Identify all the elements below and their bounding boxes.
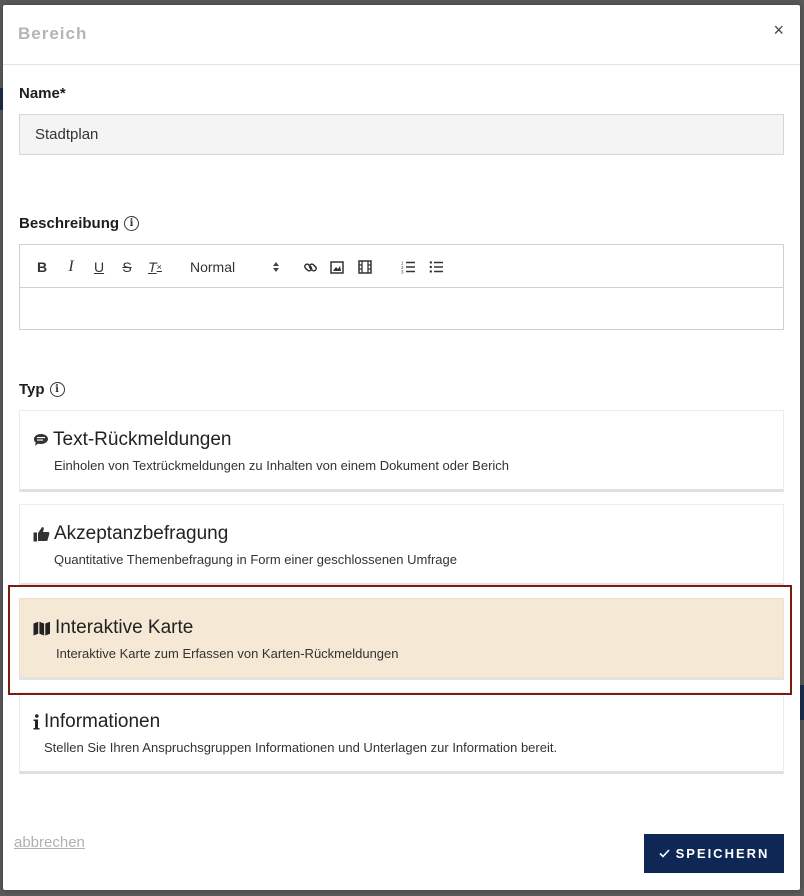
- strikethrough-button[interactable]: S: [122, 259, 132, 275]
- editor-content[interactable]: [20, 288, 783, 329]
- video-button[interactable]: [357, 257, 373, 277]
- type-option-description: Einholen von Textrückmeldungen zu Inhalten von einem Dokument oder Berich: [54, 458, 510, 473]
- info-icon[interactable]: i: [50, 382, 65, 397]
- image-button[interactable]: [329, 257, 345, 277]
- svg-text:1: 1: [400, 260, 404, 266]
- underline-button[interactable]: U: [93, 259, 105, 275]
- name-label: [19, 85, 66, 102]
- thumbs-up-icon: [33, 526, 50, 542]
- type-option-acceptance-survey[interactable]: [19, 504, 784, 586]
- format-select-value: Normal: [190, 259, 236, 275]
- description-label: [19, 215, 139, 232]
- name-input[interactable]: [19, 114, 784, 155]
- svg-text:2: 2: [400, 265, 404, 270]
- clear-format-button[interactable]: [147, 257, 163, 277]
- name-label-text: Name*: [19, 85, 66, 102]
- dialog-header: [3, 5, 800, 65]
- type-option-title: [33, 523, 228, 545]
- map-icon: [33, 621, 51, 636]
- type-option-description: Quantitative Themenbefragung in Form einer geschlossenen Umfrage: [54, 552, 457, 567]
- clear-format-icon: T: [148, 259, 157, 275]
- type-label-text: Typ: [19, 381, 45, 398]
- dialog-title: Bereich: [18, 24, 88, 43]
- image-icon: [330, 261, 344, 274]
- editor-toolbar: [20, 245, 783, 288]
- type-option-title: [33, 429, 231, 451]
- bullet-list-button[interactable]: [428, 257, 444, 277]
- cancel-link[interactable]: abbrechen: [14, 834, 85, 851]
- type-option-text-feedback[interactable]: [19, 410, 784, 492]
- type-label: [19, 381, 65, 398]
- description-label-text: Beschreibung: [19, 215, 120, 232]
- info-icon[interactable]: i: [124, 216, 139, 231]
- type-option-interactive-map[interactable]: [19, 598, 784, 680]
- save-button-label: SPEICHERN: [675, 846, 770, 861]
- type-option-description: Stellen Sie Ihren Anspruchsgruppen Informationen und Unterlagen zur Information bereit.: [44, 740, 558, 755]
- type-option-title-text: Informationen: [44, 711, 161, 732]
- type-option-title-text: Akzeptanzbefragung: [54, 523, 229, 544]
- clear-x-glyph: ×: [156, 262, 162, 272]
- background-strip: [800, 685, 804, 720]
- save-button[interactable]: [644, 834, 784, 873]
- rich-text-editor: [19, 244, 784, 330]
- type-option-title-text: Text-Rückmeldungen: [53, 429, 232, 450]
- type-option-information[interactable]: [19, 692, 784, 774]
- select-arrows-icon: [272, 261, 280, 273]
- video-icon: [358, 260, 372, 274]
- area-dialog: [3, 5, 800, 890]
- comment-icon: [33, 433, 49, 447]
- link-icon: [303, 260, 318, 275]
- link-button[interactable]: [302, 257, 318, 277]
- bold-button[interactable]: B: [36, 259, 48, 275]
- type-option-title-text: Interaktive Karte: [55, 617, 194, 638]
- check-icon: [659, 849, 670, 858]
- type-option-title: [33, 617, 193, 639]
- italic-button[interactable]: I: [68, 258, 74, 275]
- type-option-title: [33, 711, 160, 733]
- format-select[interactable]: [190, 257, 280, 277]
- ordered-list-icon: [401, 260, 416, 274]
- svg-text:3: 3: [400, 269, 404, 274]
- close-button[interactable]: ×: [773, 20, 784, 40]
- info-icon: [33, 714, 40, 730]
- bullet-list-icon: [429, 260, 444, 274]
- type-option-description: Interaktive Karte zum Erfassen von Karten-Rückmeldungen: [56, 646, 399, 661]
- ordered-list-button[interactable]: [400, 257, 416, 277]
